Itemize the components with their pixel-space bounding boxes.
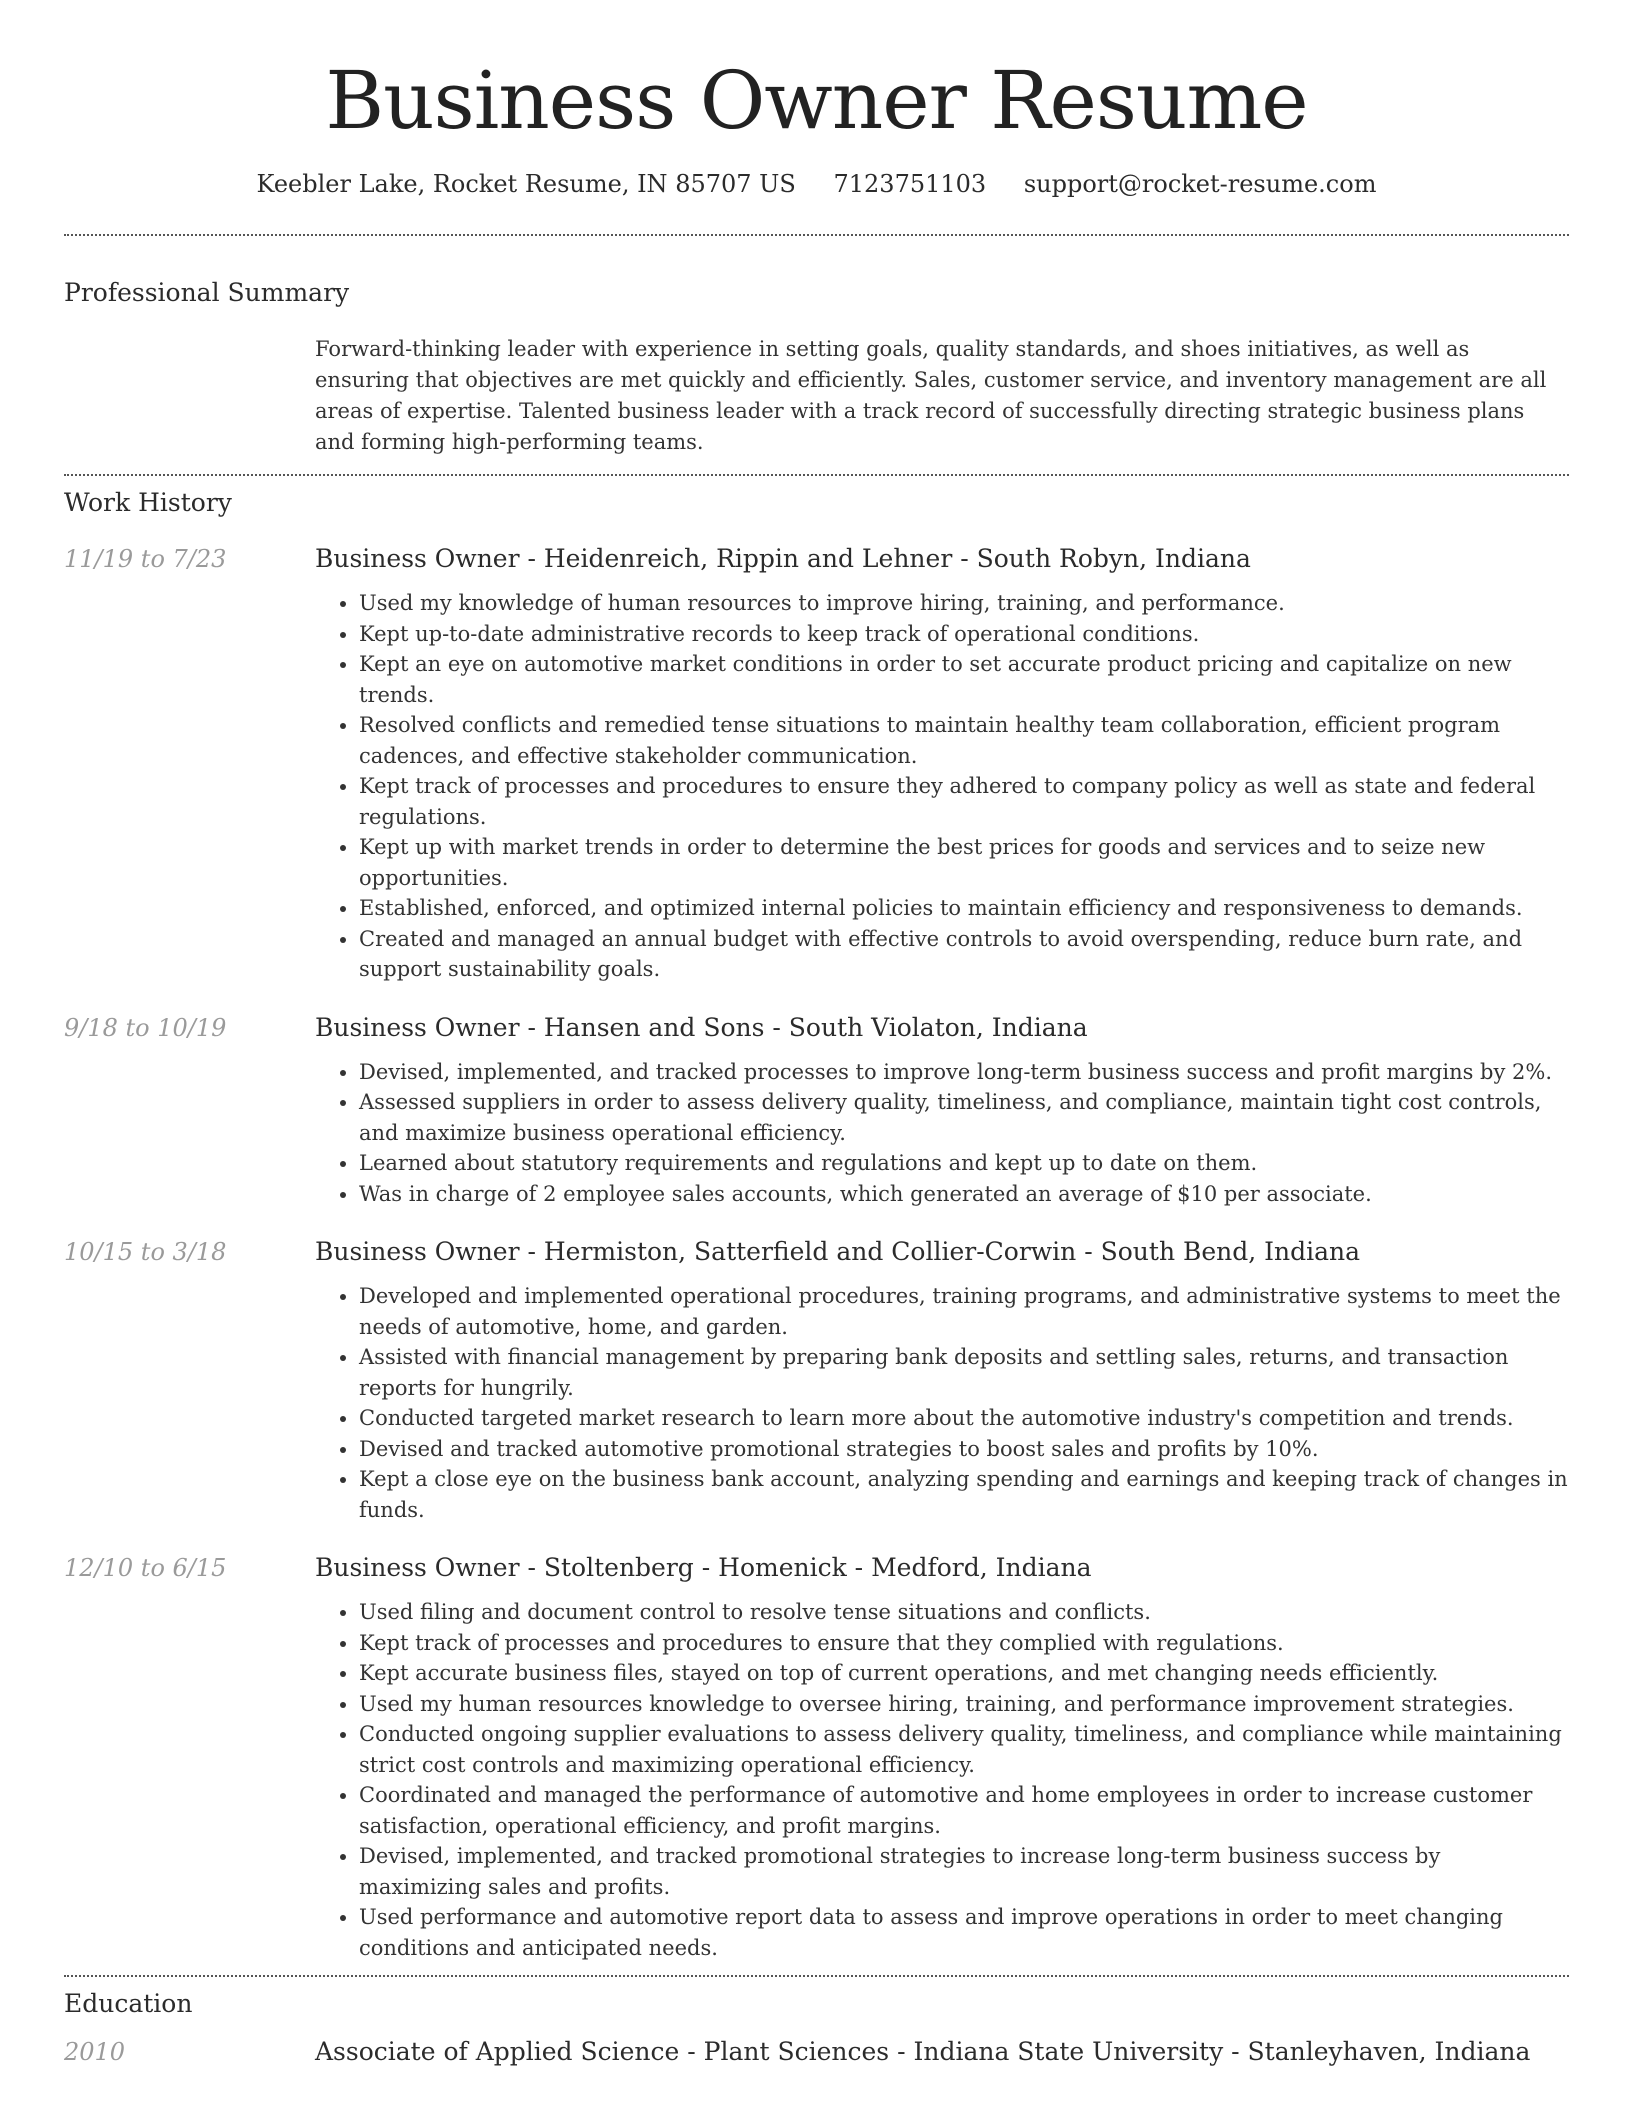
job-bullet: • Kept an eye on automotive market conditions in order to set accurate product pricing and capitalize on new trends.: [359, 649, 1569, 710]
job-bullet: • Developed and implemented operational procedures, training programs, and administrative systems to meet the needs of automotive, home, and garden.: [359, 1281, 1569, 1342]
job-bullet: • Resolved conflicts and remedied tense situations to maintain healthy team collaboration, efficient program cadences, and effective stakeholder communication.: [359, 710, 1569, 771]
job-bullet: • Devised, implemented, and tracked processes to improve long-term business success and profit margins by 2%.: [359, 1057, 1569, 1088]
work-history-list: [64, 542, 1569, 1963]
resume-title: Business Owner Resume: [325, 54, 1308, 147]
work-history-heading: Work History: [64, 488, 232, 517]
job-dates: 11/19 to 7/23: [64, 545, 227, 573]
job-bullet: • Was in charge of 2 employee sales accounts, which generated an average of $10 per associate.: [359, 1179, 1569, 1210]
job-bullet: • Assessed suppliers in order to assess delivery quality, timeliness, and compliance, maintain tight cost controls, and maximize business operational efficiency.: [359, 1087, 1569, 1148]
header-divider: [64, 234, 1569, 236]
contact-line: [64, 168, 1569, 200]
job-bullet-list: [315, 1597, 1569, 1963]
work-divider: [64, 1975, 1569, 1977]
contact-email: support@rocket-resume.com: [1023, 170, 1377, 198]
job-bullet: • Conducted targeted market research to learn more about the automotive industry's competition and trends.: [359, 1403, 1569, 1434]
education-date: 2010: [64, 2038, 126, 2066]
job-bullet-list: [315, 1281, 1569, 1525]
job-dates: 9/18 to 10/19: [64, 1013, 227, 1042]
job-bullet: • Kept up with market trends in order to determine the best prices for goods and services and to seize new opportunities.: [359, 832, 1569, 893]
job-entry: [64, 1551, 1569, 1963]
job-bullet: • Devised and tracked automotive promotional strategies to boost sales and profits by 10%.: [359, 1434, 1569, 1465]
job-bullet: • Learned about statutory requirements and regulations and kept up to date on them.: [359, 1148, 1569, 1179]
job-dates: 10/15 to 3/18: [64, 1238, 227, 1266]
job-bullet: • Kept track of processes and procedures to ensure that they complied with regulations.: [359, 1628, 1569, 1659]
job-bullet: • Kept up-to-date administrative records to keep track of operational conditions.: [359, 619, 1569, 650]
summary-heading: Professional Summary: [64, 278, 350, 307]
contact-address: Keebler Lake, Rocket Resume, IN 85707 US: [256, 170, 796, 198]
job-dates: 12/10 to 6/15: [64, 1554, 227, 1582]
job-bullet: • Kept track of processes and procedures to ensure they adhered to company policy as well as state and federal regulations.: [359, 771, 1569, 832]
summary-text: Forward-thinking leader with experience in setting goals, quality standards, and shoes initiatives, as well as ensuring that objectives are met quickly and efficiently. Sales, customer service, and inventory management are all areas of expertise. Talented business leader with a track record of successfully directing strategic business plans and forming high-performing teams.: [315, 337, 1547, 454]
education-list: [64, 2035, 1569, 2069]
resume-page: [64, 0, 1569, 2069]
job-bullet: • Used filing and document control to resolve tense situations and conflicts.: [359, 1597, 1569, 1628]
job-title: Business Owner - Hansen and Sons - South Violaton, Indiana: [315, 1012, 1088, 1042]
contact-phone: 7123751103: [833, 170, 987, 198]
job-title: Business Owner - Heidenreich, Rippin and Lehner - South Robyn, Indiana: [315, 544, 1251, 573]
job-bullet: • Used my knowledge of human resources to improve hiring, training, and performance.: [359, 588, 1569, 619]
job-bullet: • Used performance and automotive report data to assess and improve operations in order to meet changing conditions and anticipated needs.: [359, 1902, 1569, 1963]
job-title: Business Owner - Stoltenberg - Homenick - Medford, Indiana: [315, 1553, 1092, 1582]
job-entry: [64, 542, 1569, 985]
job-bullet: • Used my human resources knowledge to oversee hiring, training, and performance improvement strategies.: [359, 1689, 1569, 1720]
education-title: Associate of Applied Science - Plant Sciences - Indiana State University - Stanleyhaven, Indiana: [315, 2037, 1531, 2066]
job-bullet: • Conducted ongoing supplier evaluations to assess delivery quality, timeliness, and compliance while maintaining strict cost controls and maximizing operational efficiency.: [359, 1719, 1569, 1780]
job-bullet-list: [315, 588, 1569, 985]
job-bullet: • Assisted with financial management by preparing bank deposits and settling sales, returns, and transaction reports for hungrily.: [359, 1342, 1569, 1403]
job-entry: [64, 1011, 1569, 1210]
job-title: Business Owner - Hermiston, Satterfield and Collier-Corwin - South Bend, Indiana: [315, 1237, 1361, 1266]
education-heading: Education: [64, 1989, 193, 2018]
job-bullet: • Kept accurate business files, stayed on top of current operations, and met changing needs efficiently.: [359, 1658, 1569, 1689]
summary-divider: [64, 474, 1569, 476]
education-entry: [64, 2035, 1569, 2069]
job-bullet: • Created and managed an annual budget with effective controls to avoid overspending, reduce burn rate, and support sustainability goals.: [359, 924, 1569, 985]
job-bullet: • Coordinated and managed the performance of automotive and home employees in order to increase customer satisfaction, operational efficiency, and profit margins.: [359, 1780, 1569, 1841]
job-entry: [64, 1235, 1569, 1525]
job-bullet-list: [315, 1057, 1569, 1210]
job-bullet: • Kept a close eye on the business bank account, analyzing spending and earnings and keeping track of changes in funds.: [359, 1464, 1569, 1525]
job-bullet: • Established, enforced, and optimized internal policies to maintain efficiency and responsiveness to demands.: [359, 893, 1569, 924]
job-bullet: • Devised, implemented, and tracked promotional strategies to increase long-term business success by maximizing sales and profits.: [359, 1841, 1569, 1902]
